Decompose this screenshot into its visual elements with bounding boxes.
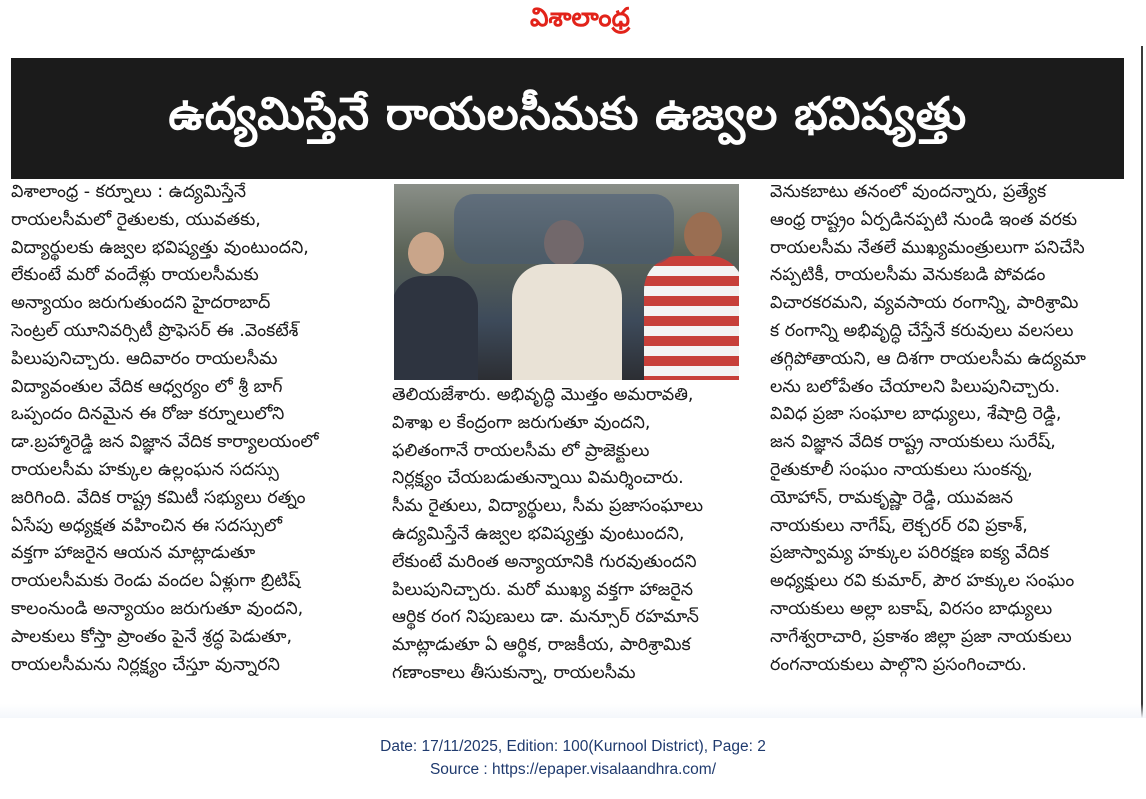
article-headline: ఉద్యమిస్తేనే రాయలసీమకు ఉజ్వల భవిష్యత్తు	[168, 86, 967, 140]
text-line: నాయకులు అల్లా బకాష్, విరసం బాధ్యులు	[770, 598, 1053, 619]
text-line: విశాఖ ల కేంద్రంగా జరుగుతూ వుందని,	[392, 412, 651, 433]
text-line: పిలుపునిచ్చారు. ఆదివారం రాయలసీమ	[11, 348, 278, 369]
text-line: పాలకులు కోస్తా ప్రాంతం పైనే శ్రద్ధ పెడుతూ,	[11, 626, 293, 647]
text-line: రాయలసీమను నిర్లక్ష్యం చేస్తూ వున్నారని	[11, 654, 280, 675]
text-line: విద్యావంతుల వేదిక ఆధ్వర్యం లో శ్రీ బాగ్	[11, 376, 283, 397]
text-line: విచారకరమని, వ్యవసాయ రంగాన్ని, పారిశ్రామి	[770, 293, 1079, 314]
text-line: గణాంకాలు తీసుకున్నా, రాయలసీమ	[392, 662, 636, 683]
clipping-bottom-fade	[0, 704, 1146, 718]
text-line: విశాలాంధ్ర - కర్నూలు : ఉద్యమిస్తేనే	[11, 182, 247, 202]
article-column-3	[770, 179, 1125, 679]
text-line: రాయలసీమ నేతలే ముఖ్యమంత్రులుగా పనిచేసి	[770, 237, 1085, 258]
text-line: జరిగింది. వేదిక రాష్ట్ర కమిటీ సభ్యులు రత్నం	[11, 487, 306, 508]
text-line: ఆంధ్ర రాష్ట్రం ఏర్పడినప్పటి నుండి ఇంత వరకు	[770, 209, 1078, 230]
text-line: నప్పటికీ, రాయలసీమ వెనుకబడి పోవడం	[770, 265, 1046, 286]
text-line: క రంగాన్ని అభివృద్ధి చేస్తేనే కరువులు వలసలు	[770, 320, 1074, 341]
text-line: రాయలసీమకు రెండు వందల ఏళ్లుగా బ్రిటిష్	[11, 571, 301, 592]
text-line: రైతుకూలీ సంఘం నాయకులు సుంకన్న,	[770, 459, 1033, 480]
article-column-1	[11, 179, 366, 679]
text-line: రంగనాయకులు పాల్గొని ప్రసంగించారు.	[770, 654, 1027, 675]
text-line: విద్యార్థులకు ఉజ్వల భవిష్యత్తు వుంటుందని,	[11, 237, 309, 258]
text-line: ఆర్థిక రంగ నిపుణులు డా. మన్సూర్ రహమాన్	[392, 607, 699, 628]
text-line: పిలుపునిచ్చారు. మరో ముఖ్య వక్తగా హాజరైన	[392, 579, 694, 600]
photo-person-right-body	[644, 256, 739, 380]
text-line: యోహాన్, రామకృష్ణా రెడ్డి, యువజన	[770, 487, 1014, 508]
page-edge-rule	[1141, 46, 1143, 718]
text-line: నాగేశ్వరాచారి, ప్రకాశం జిల్లా ప్రజా నాయకులు	[770, 626, 1072, 647]
text-line: ఒప్పందం దినమైన ఈ రోజు కర్నూలులోని	[11, 404, 285, 425]
text-line: ఏసేపు అధ్యక్షత వహించిన ఈ సదస్సులో	[11, 515, 283, 536]
text-line: తెలియజేశారు. అభివృద్ధి మొత్తం అమరావతి,	[392, 385, 694, 405]
footer-date-edition: Date: 17/11/2025, Edition: 100(Kurnool District), Page: 2	[380, 738, 766, 755]
text-line: లేకుంటే మరింత అన్యాయానికి గురవుతుందని	[392, 551, 697, 572]
photo-person-right	[684, 212, 722, 258]
text-line: అధ్యక్షులు రవి కుమార్, పౌర హక్కుల సంఘం	[770, 571, 1075, 592]
photo-person-left-body	[394, 276, 478, 380]
article-photo	[394, 184, 739, 380]
text-line: తగ్గిపోతాయని, ఆ దిశగా రాయలసీమ ఉద్యమా	[770, 348, 1086, 369]
text-line: నాయకులు నాగేష్, లెక్చరర్ రవి ప్రకాశ్,	[770, 515, 1028, 536]
text-line: రాయలసీమలో రైతులకు, యువతకు,	[11, 209, 261, 230]
text-line: వక్తగా హాజరైన ఆయన మాట్లాడుతూ	[11, 543, 256, 564]
footer-source: Source : https://epaper.visalaandhra.com/	[429, 761, 717, 778]
text-line: రాయలసీమ హక్కుల ఉల్లంఘన సదస్సు	[11, 459, 279, 480]
text-line: ప్రజాస్వామ్య హక్కుల పరిరక్షణ ఐక్య వేదిక	[770, 543, 1049, 564]
text-line: వివిధ ప్రజా సంఘాల బాధ్యులు, శేషాద్రి రెడ్డి,	[770, 404, 1062, 425]
text-line: డా.బ్రహ్మారెడ్డి జన విజ్ఞాన వేదిక కార్యాలయంలో	[11, 432, 319, 453]
text-line: మాట్లాడుతూ ఏ ఆర్థిక, రాజకీయ, పారిశ్రామిక	[392, 635, 691, 656]
text-line: ఉద్యమిస్తేనే ఉజ్వల భవిష్యత్తు వుంటుందని,	[392, 523, 685, 544]
text-line: సెంట్రల్ యూనివర్సిటీ ప్రొఫెసర్ ఈ .వెంకటేశ్	[11, 320, 299, 341]
text-line: నిర్లక్ష్యం చేయబడుతున్నాయి విమర్శించారు.	[392, 468, 684, 489]
text-line: లేకుంటే మరో వందేళ్లు రాయలసీమకు	[11, 265, 259, 286]
photo-background-people	[454, 194, 674, 264]
text-line: వెనుకబాటు తనంలో వుందన్నారు, ప్రత్యేక	[770, 182, 1047, 202]
text-line: సీమ రైతులు, విద్యార్థులు, సీమ ప్రజాసంఘాలు	[392, 496, 703, 517]
text-line: కాలంనుండి అన్యాయం జరుగుతూ వుందని,	[11, 598, 304, 619]
article-column-2	[392, 382, 750, 688]
text-line: జన విజ్ఞాన వేదిక రాష్ట్ర నాయకులు సురేష్,	[770, 432, 1056, 453]
photo-person-center-body	[512, 264, 622, 380]
photo-person-left	[408, 232, 444, 274]
newspaper-masthead: విశాలాంధ్ర	[530, 3, 630, 33]
headline-banner	[11, 58, 1124, 179]
text-line: ఫలితంగానే రాయలసీమ లో ప్రాజెక్టులు	[392, 440, 650, 461]
text-line: లను బలోపేతం చేయాలని పిలుపునిచ్చారు.	[770, 376, 1061, 397]
text-line: అన్యాయం జరుగుతుందని హైదరాబాద్	[11, 293, 271, 314]
